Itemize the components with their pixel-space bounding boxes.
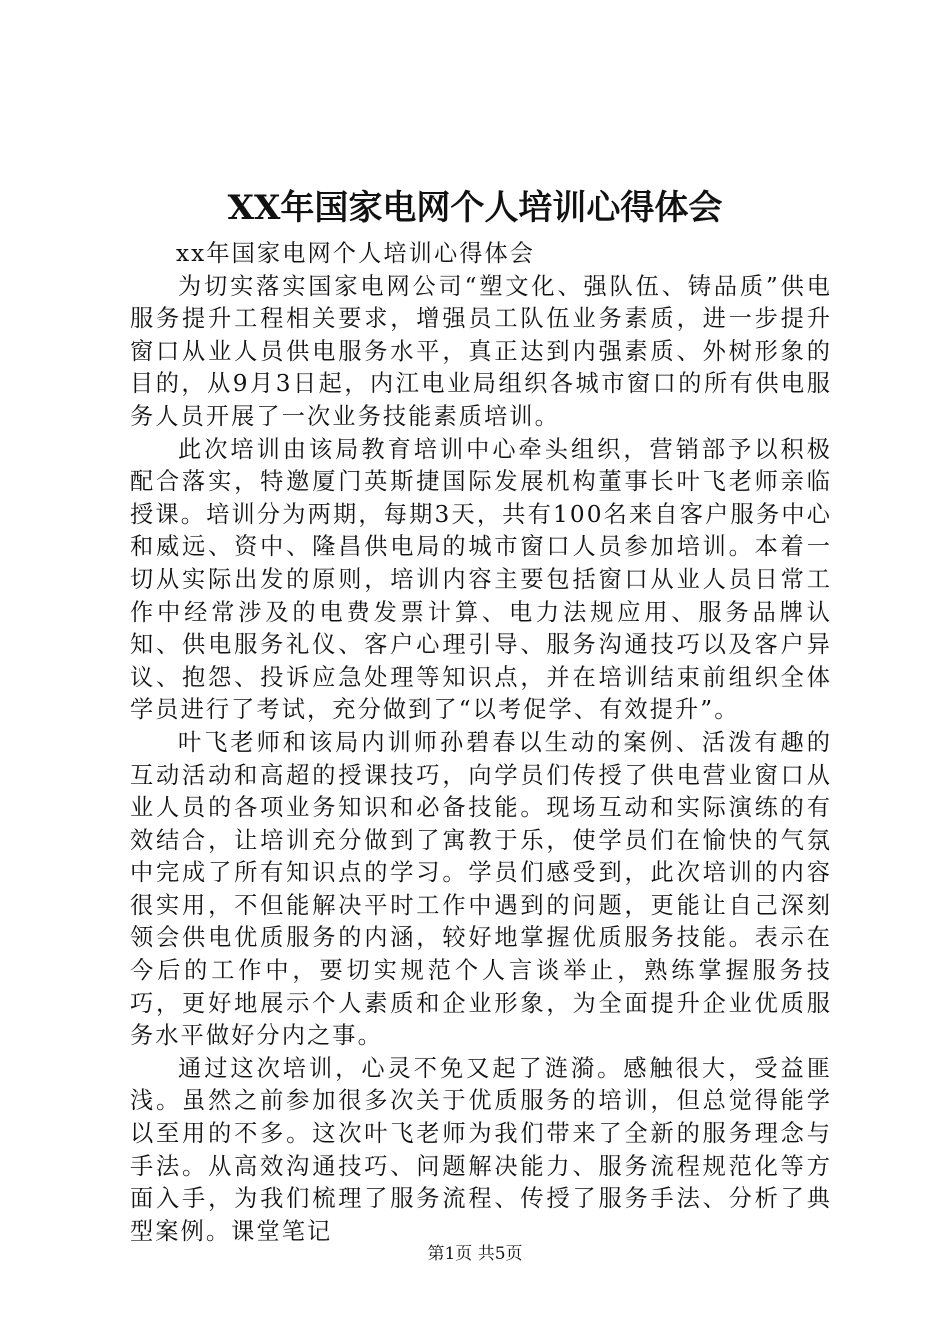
document-subtitle: xx年国家电网个人培训心得体会 bbox=[176, 240, 536, 267]
document-body bbox=[130, 238, 832, 1248]
paragraph-4: 通过这次培训，心灵不免又起了涟漪。感触很大，受益匪浅。虽然之前参加很多次关于优质服务的培训，但总觉得能学以至用的不多。这次叶飞老师为我们带来了全新的服务理念与手法。从高效沟通技巧、问题解决能力、服务流程规范化等方面入手，为我们梳理了服务流程、传授了服务手法、分析了典型案例。课堂笔记 bbox=[130, 1054, 832, 1245]
paragraph-1: 为切实落实国家电网公司“塑文化、强队伍、铸品质”供电服务提升工程相关要求，增强员工队伍业务素质，进一步提升窗口从业人员供电服务水平，真正达到内强素质、外树形象的目的，从9月3日起，内江电业局组织各城市窗口的所有供电服务人员开展了一次业务技能素质培训。 bbox=[130, 272, 832, 430]
page-footer: 第1页 共5页 bbox=[427, 1244, 523, 1264]
paragraph-2: 此次培训由该局教育培训中心牵头组织，营销部予以积极配合落实，特邀厦门英斯捷国际发展机构董事长叶飞老师亲临授课。培训分为两期，每期3天，共有100名来自客户服务中心和威远、资中、隆昌供电局的城市窗口人员参加培训。本着一切从实际出发的原则，培训内容主要包括窗口从业人员日常工作中经常涉及的电费发票计算、电力法规应用、服务品牌认知、供电服务礼仪、客户心理引导、服务沟通技巧以及客户异议、抱怨、投诉应急处理等知识点，并在培训结束前组织全体学员进行了考试，充分做到了“以考促学、有效提升”。 bbox=[130, 435, 832, 724]
paragraph-3: 叶飞老师和该局内训师孙碧春以生动的案例、活泼有趣的互动活动和高超的授课技巧，向学员们传授了供电营业窗口从业人员的各项业务知识和必备技能。现场互动和实际演练的有效结合，让培训充分做到了寓教于乐，使学员们在愉快的气氛中完成了所有知识点的学习。学员们感受到，此次培训的内容很实用，不但能解决平时工作中遇到的问题，更能让自己深刻领会供电优质服务的内涵，较好地掌握优质服务技能。表示在今后的工作中，要切实规范个人言谈举止，熟练掌握服务技巧，更好地展示个人素质和企业形象，为全面提升企业优质服务水平做好分内之事。 bbox=[130, 728, 832, 1050]
document-title: XX年国家电网个人培训心得体会 bbox=[227, 188, 723, 228]
